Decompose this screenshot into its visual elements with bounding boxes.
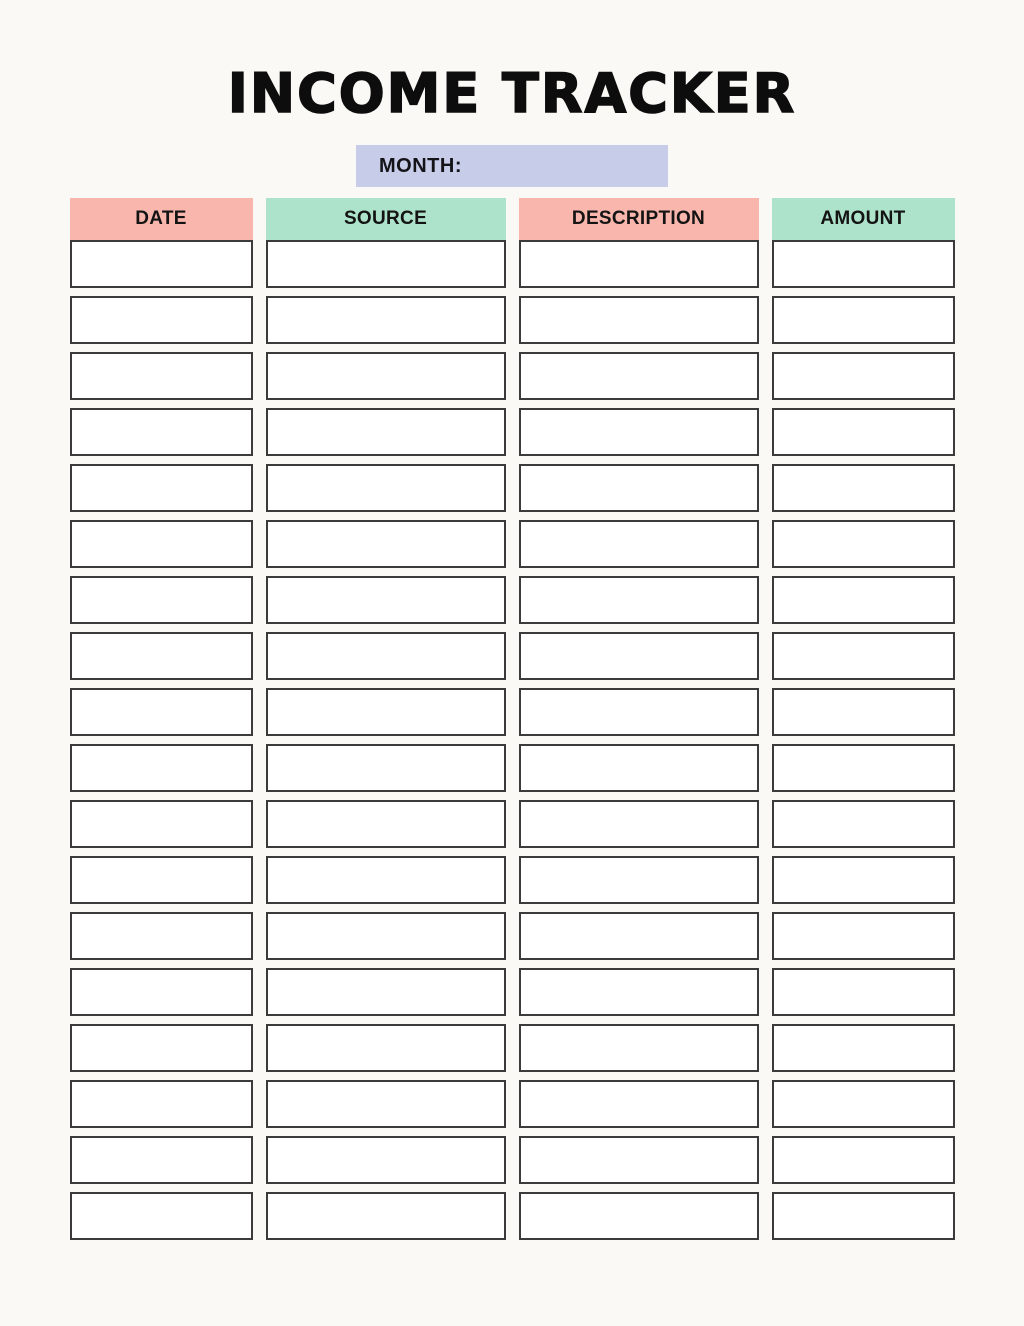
column-header-description: DESCRIPTION: [519, 198, 759, 240]
table-cell-source-row16[interactable]: [266, 1080, 506, 1128]
table-cell-amount-row13[interactable]: [772, 912, 955, 960]
table-cell-source-row3[interactable]: [266, 352, 506, 400]
table-cell-date-row7[interactable]: [70, 576, 253, 624]
table-cell-date-row17[interactable]: [70, 1136, 253, 1184]
table-cell-source-row5[interactable]: [266, 464, 506, 512]
table-cell-amount-row3[interactable]: [772, 352, 955, 400]
table-cell-date-row2[interactable]: [70, 296, 253, 344]
table-cell-source-row9[interactable]: [266, 688, 506, 736]
table-cell-description-row14[interactable]: [519, 968, 759, 1016]
table-cell-source-row17[interactable]: [266, 1136, 506, 1184]
table-cell-date-row1[interactable]: [70, 240, 253, 288]
table-cell-description-row16[interactable]: [519, 1080, 759, 1128]
table-cell-description-row17[interactable]: [519, 1136, 759, 1184]
table-cell-date-row5[interactable]: [70, 464, 253, 512]
column-header-amount: AMOUNT: [772, 198, 955, 240]
table-cell-description-row5[interactable]: [519, 464, 759, 512]
table-cell-description-row1[interactable]: [519, 240, 759, 288]
table-cell-date-row15[interactable]: [70, 1024, 253, 1072]
table-cell-description-row10[interactable]: [519, 744, 759, 792]
table-cell-source-row7[interactable]: [266, 576, 506, 624]
table-cell-source-row2[interactable]: [266, 296, 506, 344]
table-cell-description-row15[interactable]: [519, 1024, 759, 1072]
table-cell-amount-row2[interactable]: [772, 296, 955, 344]
table-cell-description-row4[interactable]: [519, 408, 759, 456]
table-cell-amount-row15[interactable]: [772, 1024, 955, 1072]
column-header-source: SOURCE: [266, 198, 506, 240]
month-input[interactable]: [462, 145, 668, 187]
table-cell-description-row2[interactable]: [519, 296, 759, 344]
table-cell-source-row4[interactable]: [266, 408, 506, 456]
month-field[interactable]: [356, 145, 668, 187]
table-cell-amount-row18[interactable]: [772, 1192, 955, 1240]
table-cell-source-row13[interactable]: [266, 912, 506, 960]
table-cell-source-row10[interactable]: [266, 744, 506, 792]
month-label: MONTH:: [379, 154, 462, 177]
table-cell-date-row6[interactable]: [70, 520, 253, 568]
page-title: INCOME TRACKER: [227, 62, 797, 125]
table-cell-source-row12[interactable]: [266, 856, 506, 904]
table-cell-amount-row12[interactable]: [772, 856, 955, 904]
table-cell-source-row11[interactable]: [266, 800, 506, 848]
table-cell-amount-row9[interactable]: [772, 688, 955, 736]
table-cell-description-row12[interactable]: [519, 856, 759, 904]
income-table: [70, 198, 955, 1240]
table-header-row: [70, 198, 955, 240]
table-cell-date-row14[interactable]: [70, 968, 253, 1016]
table-cell-date-row13[interactable]: [70, 912, 253, 960]
table-cell-description-row7[interactable]: [519, 576, 759, 624]
table-cell-source-row15[interactable]: [266, 1024, 506, 1072]
table-cell-description-row18[interactable]: [519, 1192, 759, 1240]
table-cell-date-row16[interactable]: [70, 1080, 253, 1128]
table-cell-amount-row8[interactable]: [772, 632, 955, 680]
table-cell-description-row3[interactable]: [519, 352, 759, 400]
table-cell-source-row18[interactable]: [266, 1192, 506, 1240]
table-cell-date-row8[interactable]: [70, 632, 253, 680]
table-cell-amount-row5[interactable]: [772, 464, 955, 512]
table-cell-date-row9[interactable]: [70, 688, 253, 736]
column-header-date: DATE: [70, 198, 253, 240]
table-body: [70, 240, 955, 1240]
table-cell-source-row14[interactable]: [266, 968, 506, 1016]
table-cell-amount-row1[interactable]: [772, 240, 955, 288]
table-cell-amount-row4[interactable]: [772, 408, 955, 456]
table-cell-date-row12[interactable]: [70, 856, 253, 904]
table-cell-amount-row6[interactable]: [772, 520, 955, 568]
table-cell-source-row8[interactable]: [266, 632, 506, 680]
table-cell-description-row6[interactable]: [519, 520, 759, 568]
table-cell-date-row11[interactable]: [70, 800, 253, 848]
table-cell-description-row13[interactable]: [519, 912, 759, 960]
table-cell-description-row11[interactable]: [519, 800, 759, 848]
table-cell-source-row6[interactable]: [266, 520, 506, 568]
table-cell-date-row3[interactable]: [70, 352, 253, 400]
table-cell-date-row4[interactable]: [70, 408, 253, 456]
table-cell-date-row18[interactable]: [70, 1192, 253, 1240]
table-cell-description-row8[interactable]: [519, 632, 759, 680]
table-cell-date-row10[interactable]: [70, 744, 253, 792]
table-cell-amount-row11[interactable]: [772, 800, 955, 848]
table-cell-amount-row10[interactable]: [772, 744, 955, 792]
table-cell-amount-row17[interactable]: [772, 1136, 955, 1184]
table-cell-amount-row14[interactable]: [772, 968, 955, 1016]
table-cell-amount-row7[interactable]: [772, 576, 955, 624]
table-cell-amount-row16[interactable]: [772, 1080, 955, 1128]
table-cell-source-row1[interactable]: [266, 240, 506, 288]
table-cell-description-row9[interactable]: [519, 688, 759, 736]
